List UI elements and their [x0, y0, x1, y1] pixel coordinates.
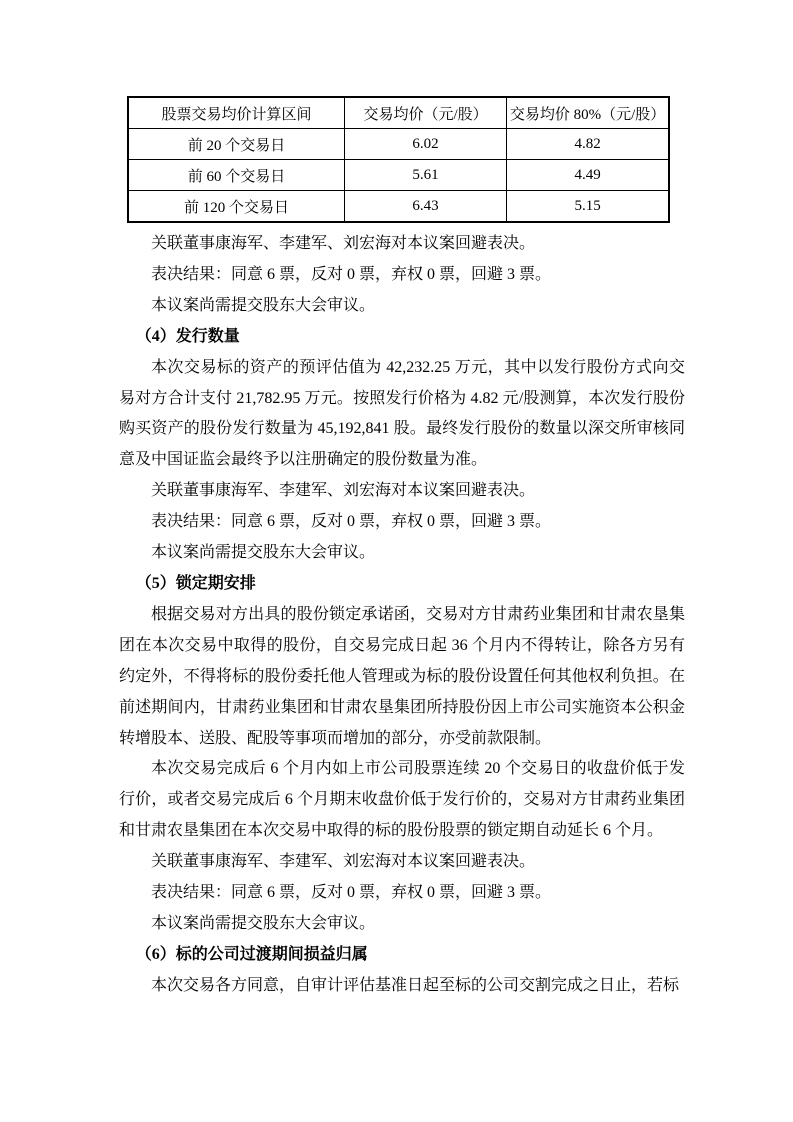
section-heading-lockup: （5）锁定期安排 — [135, 574, 256, 592]
paragraph-lockup-terms: 根据交易对方出具的股份锁定承诺函，交易对方甘肃药业集团和甘肃农垦集团在本次交易中取得的股份，自交易完成日起 36 个月内不得转让，除各方另有约定外，不得将标的股份委托他人管理或为标的股份设置任何其他权利负担。在前述期间内，甘肃药业集团和甘肃农垦集团所持股份因上市公司实施资本公积金转增股本、送股、配股等事项而增加的部分，亦受前款限制。 — [119, 605, 685, 747]
table-row — [128, 129, 669, 160]
paragraph-voting-result: 表决结果：同意 6 票，反对 0 票，弃权 0 票，回避 3 票。 — [151, 513, 552, 531]
page-content — [119, 96, 685, 1002]
table-cell-avg-price-80: 5.15 — [507, 191, 669, 223]
table-cell-interval: 前 120 个交易日 — [128, 191, 344, 223]
table-cell-avg-price: 6.43 — [344, 191, 506, 223]
paragraph-lockup-extension: 本次交易完成后 6 个月内如上市公司股票连续 20 个交易日的收盘价低于发行价，或者交易完成后 6 个月期末收盘价低于发行价的，交易对方甘肃药业集团和甘肃农垦集团在本次交易中取得的标的股份股票的锁定期自动延长 6 个月。 — [119, 760, 685, 840]
paragraph-shareholder-review: 本议案尚需提交股东大会审议。 — [151, 544, 376, 562]
paragraph-transition-pl: 本次交易各方同意，自审计评估基准日起至标的公司交割完成之日止，若标 — [151, 976, 680, 994]
paragraph-voting-result: 表决结果：同意 6 票，反对 0 票，弃权 0 票，回避 3 票。 — [151, 884, 552, 902]
table-header-interval: 股票交易均价计算区间 — [128, 97, 344, 129]
paragraph-voting-recusal: 关联董事康海军、李建军、刘宏海对本议案回避表决。 — [151, 482, 536, 500]
paragraph-voting-recusal: 关联董事康海军、李建军、刘宏海对本议案回避表决。 — [151, 853, 536, 871]
paragraph-shareholder-review: 本议案尚需提交股东大会审议。 — [151, 296, 376, 314]
trading-price-table — [127, 96, 670, 223]
table-row — [128, 160, 669, 191]
table-cell-avg-price: 5.61 — [344, 160, 506, 191]
table-cell-avg-price-80: 4.49 — [507, 160, 669, 191]
table-header-avg-price-80: 交易均价 80%（元/股） — [507, 97, 669, 129]
table-row — [128, 191, 669, 223]
section-heading-issue-quantity: （4）发行数量 — [135, 327, 240, 345]
table-cell-avg-price-80: 4.82 — [507, 129, 669, 160]
table-cell-interval: 前 60 个交易日 — [128, 160, 344, 191]
paragraph-issue-quantity: 本次交易标的资产的预评估值为 42,232.25 万元，其中以发行股份方式向交易对方合计支付 21,782.95 万元。按照发行价格为 4.82 元/股测算，本次发行股份购买资产的股份发行数量为 45,192,841 股。最终发行股份的数量以深交所审核同意及中国证监会最终予以注册确定的股份数量为准。 — [119, 358, 685, 469]
body-text — [119, 229, 685, 1002]
table-header-avg-price: 交易均价（元/股） — [344, 97, 506, 129]
table-header-row — [128, 97, 669, 129]
table-cell-interval: 前 20 个交易日 — [128, 129, 344, 160]
paragraph-shareholder-review: 本议案尚需提交股东大会审议。 — [151, 914, 376, 932]
table-cell-avg-price: 6.02 — [344, 129, 506, 160]
paragraph-voting-result: 表决结果：同意 6 票，反对 0 票，弃权 0 票，回避 3 票。 — [151, 265, 552, 283]
paragraph-voting-recusal: 关联董事康海军、李建军、刘宏海对本议案回避表决。 — [151, 235, 536, 252]
section-heading-transition-pl: （6）标的公司过渡期间损益归属 — [135, 945, 368, 963]
